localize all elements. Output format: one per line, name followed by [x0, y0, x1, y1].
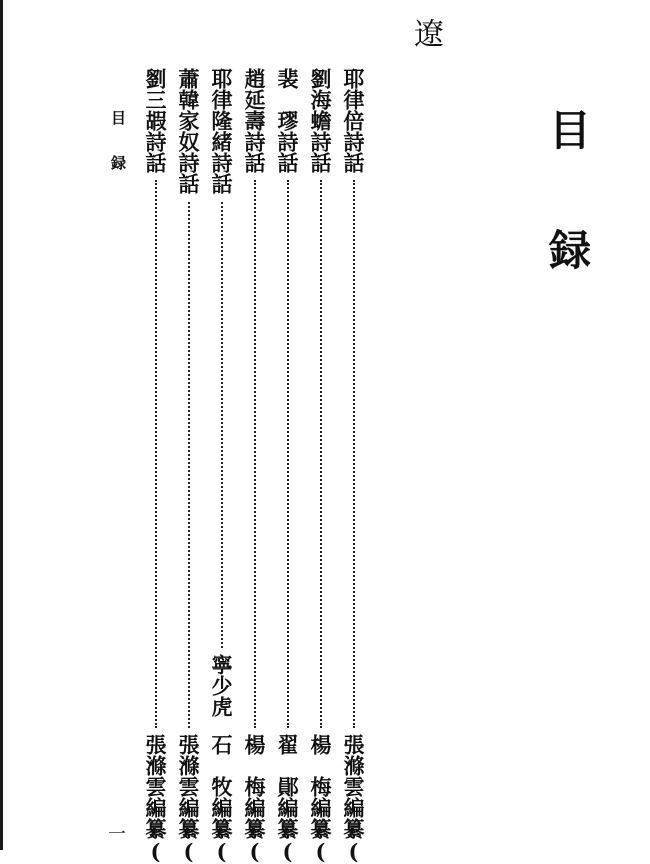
toc-entry: [142, 68, 172, 864]
toc-entry: [208, 68, 238, 864]
entry-title: 蕭韓家奴詩話: [176, 68, 201, 194]
entry-compiler: 翟 鄖編纂(: [275, 734, 300, 864]
entry-title: 趙延壽詩話: [242, 68, 267, 173]
toc-entry: [340, 68, 370, 864]
entry-compiler: 楊 梅編纂(: [242, 734, 267, 864]
entry-title: 裴 璆詩話: [275, 68, 300, 173]
dot-leader: [287, 180, 289, 728]
dot-leader: [155, 180, 157, 728]
entry-title: 劉三嘏詩話: [143, 68, 168, 173]
dot-leader: [320, 180, 322, 728]
toc-entry: [241, 68, 271, 864]
toc-entry: [307, 68, 337, 864]
entry-compiler: 楊 梅編纂(: [308, 734, 333, 864]
toc-entry: [274, 68, 304, 864]
entry-compiler: 張滌雲編纂(: [143, 734, 168, 864]
page-title: 目録: [543, 108, 592, 348]
toc-entry: [175, 68, 205, 864]
entry-title: 耶律倍詩話: [341, 68, 366, 173]
running-head: 目録: [109, 110, 127, 200]
entry-compiler: 張滌雲編纂(: [341, 734, 366, 864]
entry-compiler: 石 牧編纂(: [209, 734, 234, 864]
dot-leader: [188, 202, 190, 728]
entry-title: 耶律隆緒詩話: [209, 68, 234, 194]
dot-leader: [221, 202, 223, 648]
page-number: 一: [108, 824, 126, 845]
entry-note: 寧少虎: [209, 654, 234, 717]
dot-leader: [254, 180, 256, 728]
entry-compiler: 張滌雲編纂(: [176, 734, 201, 864]
dynasty-label: 遼: [408, 18, 443, 48]
page-edge: [0, 0, 3, 850]
entry-title: 劉海蟾詩話: [308, 68, 333, 173]
dot-leader: [353, 180, 355, 728]
